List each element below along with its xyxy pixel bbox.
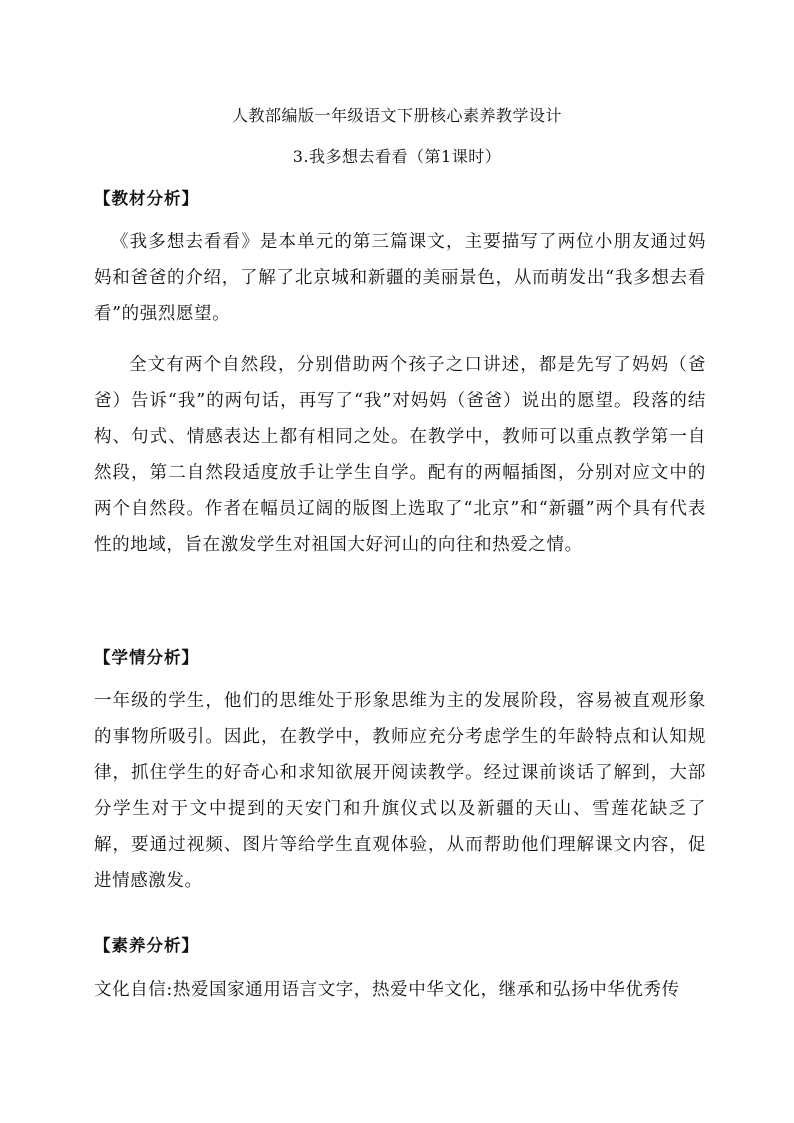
document-title: 人教部编版一年级语文下册核心素养教学设计 [231,106,562,125]
section-heading-literacy-analysis: 【素养分析】 [94,936,199,955]
paragraph-student-analysis: 一年级的学生，他们的思维处于形象思维为主的发展阶段，容易被直观形象的事物所吸引。因此，在教学中，教师应充分考虑学生的年龄特点和认知规律，抓住学生的好奇心和求知欲展开阅读教学。经过课前谈话了解到，大部分学生对于文中提到的天安门和升旗仪式以及新疆的天山、雪莲花缺乏了解，要通过视频、图片等给学生直观体验，从而帮助他们理解课文内容，促进情感激发。 [94,691,706,891]
paragraph-textbook-analysis-2: 全文有两个自然段，分别借助两个孩子之口讲述，都是先写了妈妈（爸爸）告诉“我”的两句话，再写了“我”对妈妈（爸爸）说出的愿望。段落的结构、句式、情感表达上都有相同之处。在教学中，教师可以重点教学第一自然段，第二自然段适度放手让学生自学。配有的两幅插图，分别对应文中的两个自然段。作者在幅员辽阔的版图上选取了“北京”和“新疆”两个具有代表性的地域，旨在激发学生对祖国大好河山的向往和热爱之情。 [94,355,706,555]
paragraph-literacy-analysis: 文化自信:热爱国家通用语言文字，热爱中华文化，继承和弘扬中华优秀传 [94,980,680,1000]
lesson-subtitle: 3.我多想去看看（第1课时） [292,147,502,166]
section-heading-textbook-analysis: 【教材分析】 [94,189,199,208]
section-heading-student-analysis: 【学情分析】 [94,648,199,667]
paragraph-textbook-analysis-1: 《我多想去看看》是本单元的第三篇课文，主要描写了两位小朋友通过妈妈和爸爸的介绍，了解了北京城和新疆的美丽景色，从而萌发出“我多想去看看”的强烈愿望。 [94,232,706,324]
